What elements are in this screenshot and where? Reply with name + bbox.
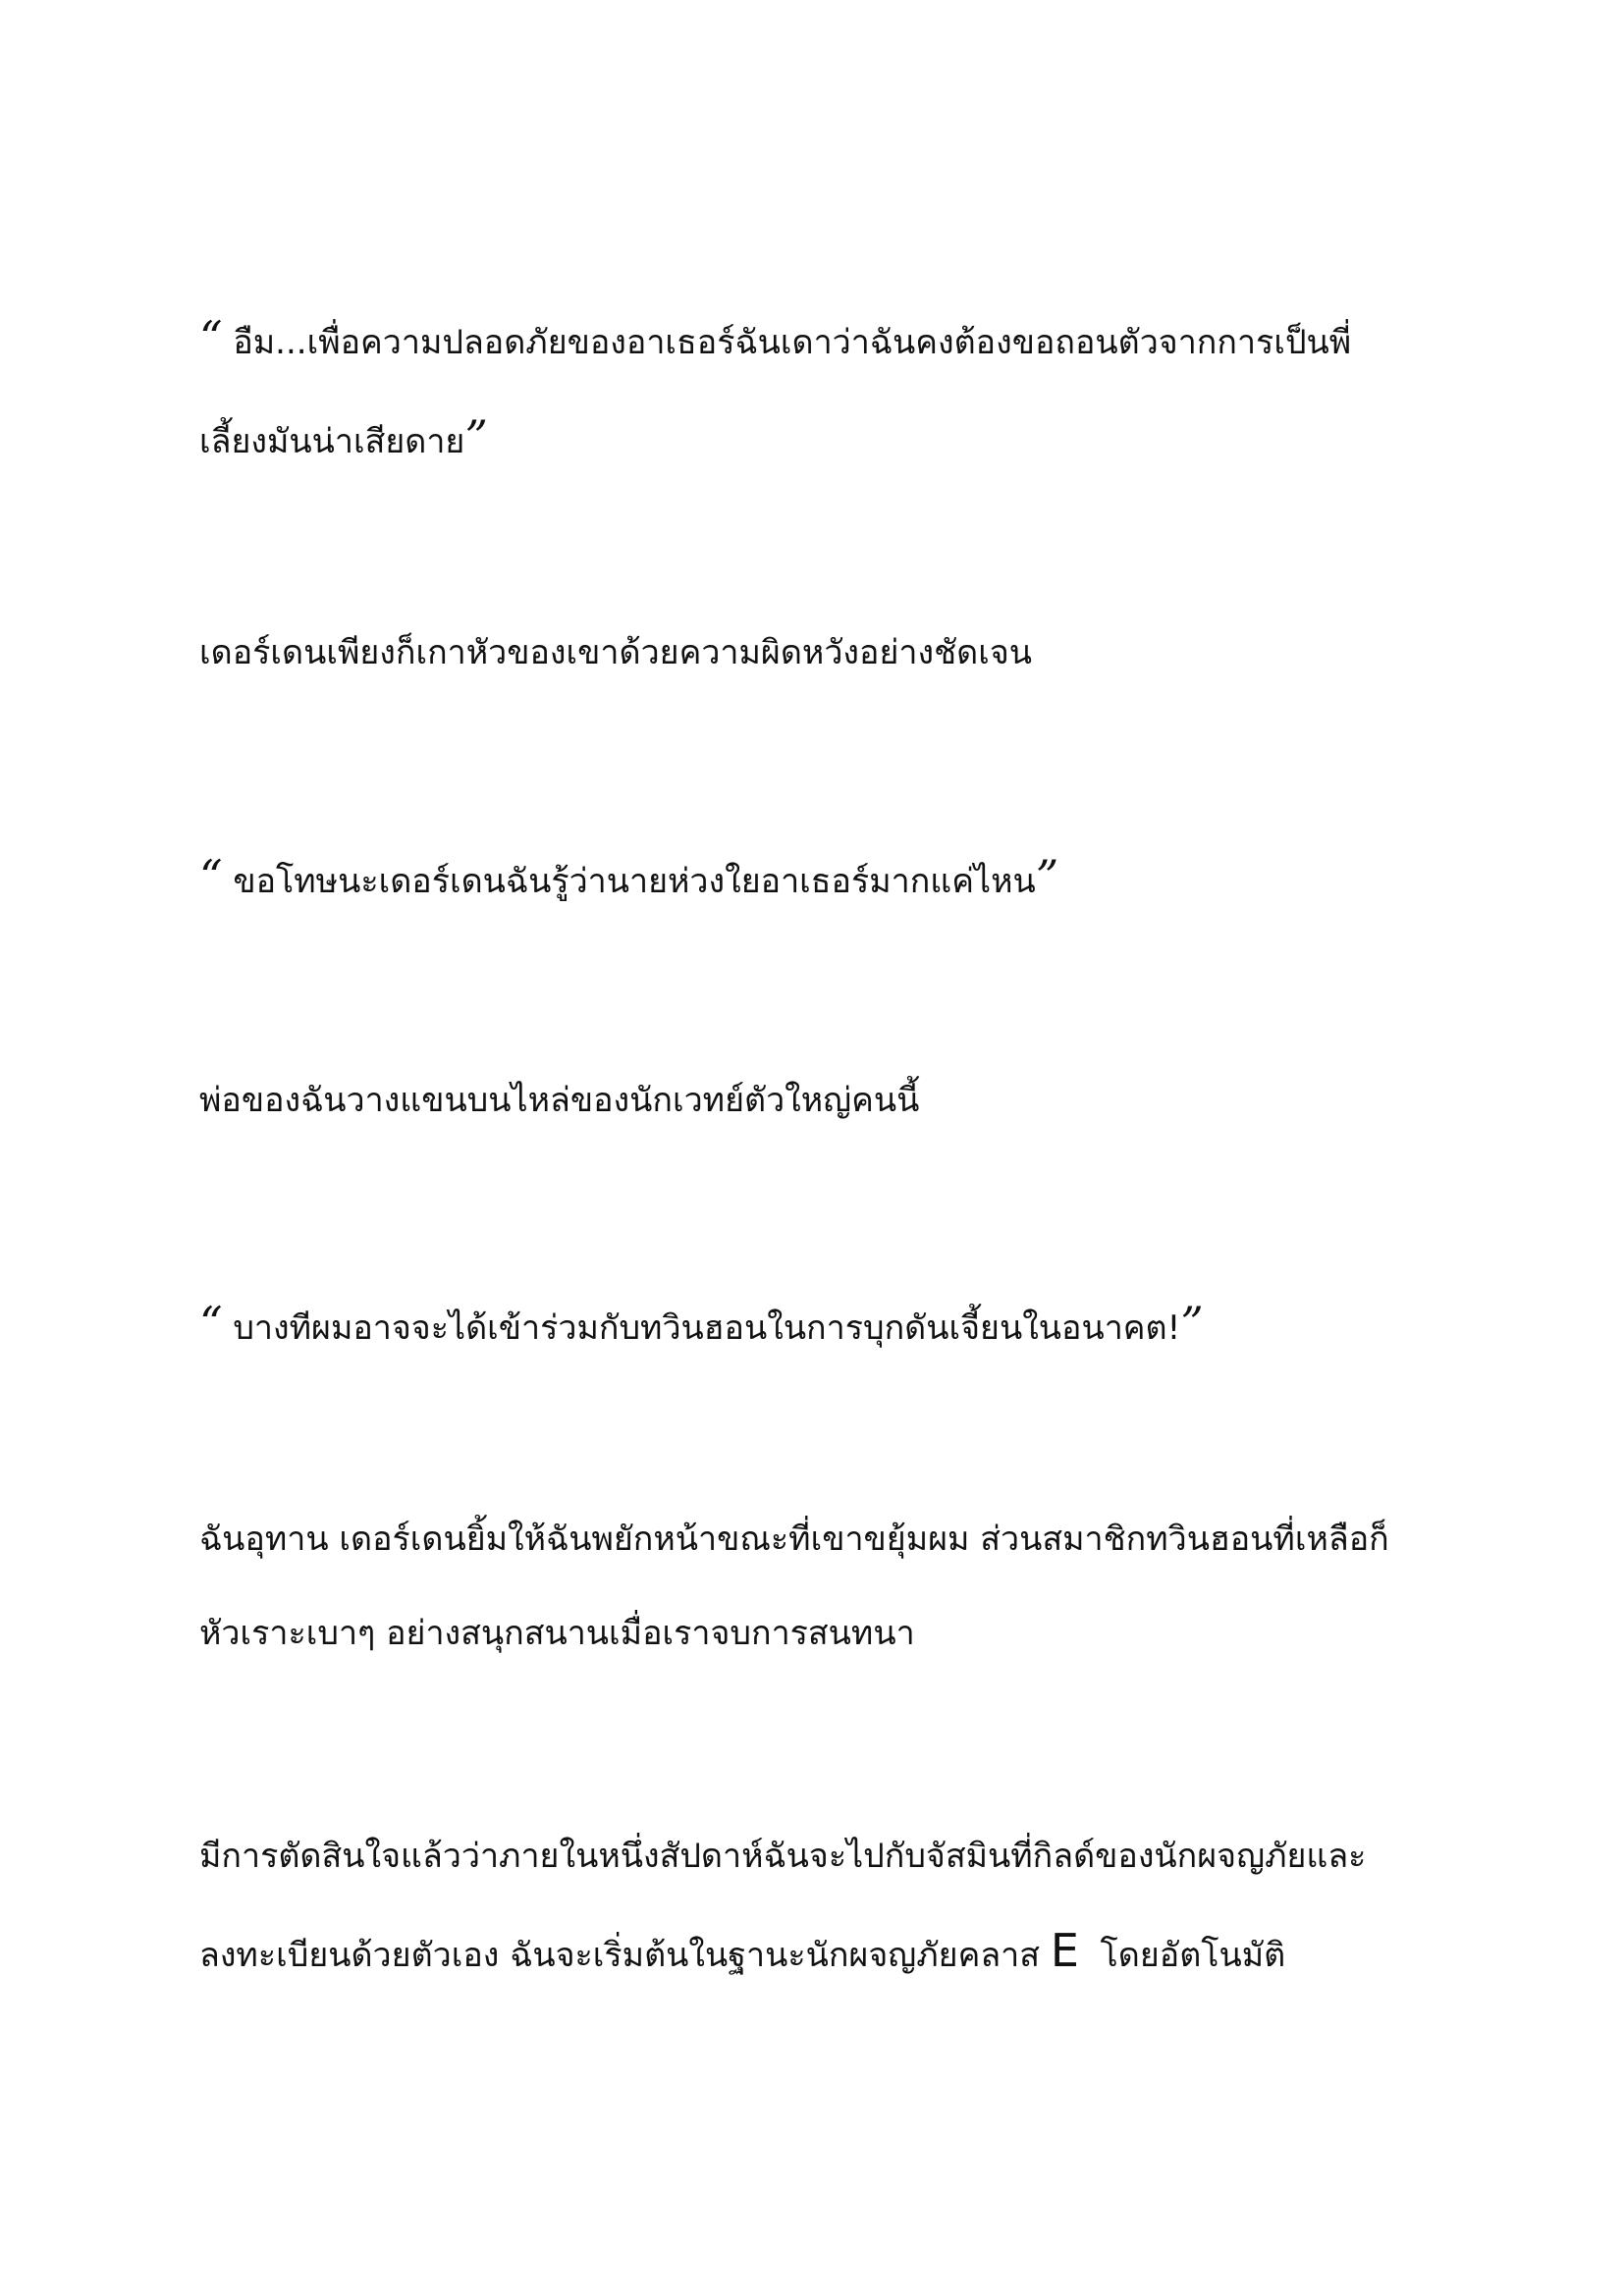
paragraph-text: บางทีผมอาจจะได้เข้าร่วมกับทวินฮอนในการบุกดันเจี้ยนในอนาคต! bbox=[233, 1308, 1181, 1348]
narration-paragraph-6 bbox=[199, 1492, 1456, 1681]
dialogue-paragraph-1 bbox=[199, 291, 1456, 489]
paragraph-line bbox=[199, 606, 1456, 700]
open-quote: “ bbox=[199, 850, 223, 903]
paragraph-line bbox=[199, 1903, 1456, 2002]
paragraph-line bbox=[199, 390, 1456, 489]
narration-paragraph-4 bbox=[199, 1053, 1456, 1148]
paragraph-line bbox=[199, 1586, 1456, 1681]
paragraph-text: ลงทะเบียนด้วยตัวเอง ฉันจะเริ่มต้นในฐานะนักผจญภัยคลาส bbox=[199, 1936, 1051, 1975]
dialogue-paragraph-3 bbox=[199, 829, 1456, 929]
paragraph-line bbox=[199, 829, 1456, 929]
open-quote: “ bbox=[199, 1297, 223, 1350]
paragraph-text: พ่อของฉันวางแขนบนไหล่ของนักเวทย์ตัวใหญ่คนนี้ bbox=[199, 1081, 920, 1120]
paragraph-text: อืม...เพื่อความปลอดภัยของอาเธอร์ฉันเดาว่าฉันคงต้องขอถอนตัวจากการเป็นพี่ bbox=[233, 323, 1352, 362]
paragraph-text: มีการตัดสินใจแล้วว่าภายในหนึ่งสัปดาห์ฉันจะไปกับจัสมินที่กิลด์ของนักผจญภัยและ bbox=[199, 1837, 1367, 1876]
paragraph-line bbox=[199, 1809, 1456, 1903]
close-quote: ” bbox=[1035, 850, 1059, 903]
paragraph-text: เลี้ยงมันน่าเสียดาย bbox=[199, 422, 465, 461]
paragraph-text: ฉันอุทาน เดอร์เดนยิ้มให้ฉันพยักหน้าขณะที่เขาขยุ้มผม ส่วนสมาชิกทวินฮอนที่เหลือก็ bbox=[199, 1520, 1389, 1559]
paragraph-text: เดอร์เดนเพียงก็เกาหัวของเขาด้วยความผิดหวังอย่างชัดเจน bbox=[199, 633, 1033, 672]
paragraph-line bbox=[199, 291, 1456, 390]
dialogue-paragraph-5 bbox=[199, 1276, 1456, 1375]
paragraph-line bbox=[199, 1276, 1456, 1375]
paragraph-text: โดยอัตโนมัติ bbox=[1078, 1936, 1286, 1975]
narration-paragraph-2 bbox=[199, 606, 1456, 700]
adventurer-class-letter: E bbox=[1050, 1924, 1079, 1977]
open-quote: “ bbox=[199, 311, 223, 364]
paragraph-text: หัวเราะเบาๆ อย่างสนุกสนานเมื่อเราจบการสนทนา bbox=[199, 1614, 915, 1653]
close-quote: ” bbox=[1180, 1297, 1204, 1350]
paragraph-line bbox=[199, 1492, 1456, 1586]
paragraph-text: ขอโทษนะเดอร์เดนฉันรู้ว่านายห่วงใยอาเธอร์มากแค่ไหน bbox=[233, 862, 1036, 901]
close-quote: ” bbox=[464, 410, 488, 463]
paragraph-line bbox=[199, 1053, 1456, 1148]
narration-paragraph-7 bbox=[199, 1809, 1456, 2002]
